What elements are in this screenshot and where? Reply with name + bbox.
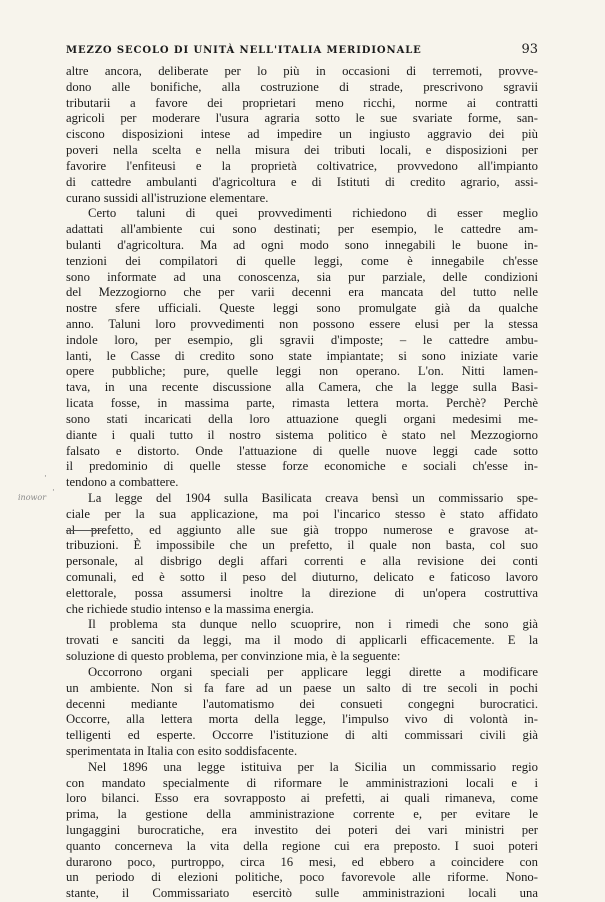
text-line: sono stati incaricati della loro attuazione quegli organi medesimi me- [66,411,538,426]
text-line: soluzione di questo problema, per convinzione mia, è la seguente: [66,649,401,664]
text-line: opere pubbliche; pure, quelle leggi non operano. L'on. Nitti lamen- [66,364,538,379]
running-title: MEZZO SECOLO DI UNITÀ NELL'ITALIA MERIDIONALE [66,45,422,56]
text-line: sperimentata in Italia con esito soddisfacente. [66,743,298,758]
text-line: Occorrono organi speciali per applicare leggi dirette a modificare [88,664,538,679]
text-line: tenzioni dei compilatori di quelle leggi, come è innegabile ch'esse [66,253,538,268]
text-line: ciscono disposizioni intese ad impedire un ingiusto aggravio dei più [66,127,538,142]
text-line: stante, il Commissariato esercitò sulle amministrazioni locali una [66,886,538,901]
text-line: falsato e distorto. Onde l'attuazione di quelle nuove leggi cade sotto [66,443,538,458]
text-line: dono alle bonifiche, alla costruzione di strade, prescrivono sgravii [66,79,538,94]
text-line: diante i quali tutto il nostro sistema politico è stato nel Mezzogiorno [66,427,538,442]
text-line: lanti, le Casse di credito sono state impiantate; si sono iniziate varie [66,348,538,363]
text-line: agricoli per moderare l'usura agraria sotto le sue svariate forme, san- [66,111,538,126]
text-line: adattati all'ambiente cui sono destinati; per esempio, le cattedre am- [66,222,538,237]
text-line: al prefetto, ed aggiunto alle sue già troppo numerose e gravose at- [66,522,538,537]
text-line: di cattedre ambulanti d'agricoltura e di Istituti di credito agrario, assi- [66,174,538,189]
text-line: comunali, ed è sotto il peso del diuturno, delicato e faticoso lavoro [66,570,538,584]
pencil-mark: · [52,486,55,496]
text-line: trovati e sanciti da leggi, ma il modo di applicarli efficacemente. E la [66,633,538,648]
text-line: altre ancora, deliberate per lo più in occasioni di terremoti, provve- [66,64,538,78]
text-line: curano sussidi all'istruzione elementare. [66,190,269,205]
text-line: che richiede studio intenso e la massima energia. [66,601,314,616]
text-line: quanto concerneva la vita della regione cui era preposto. I suoi poteri [66,838,538,853]
margin-annotation: inowor [18,493,47,502]
text-line: sono informate ad una conoscenza, sia pur parziale, delle condizioni [66,269,538,284]
text-line: indole loro, per esempio, gli sgravii d'imposte; – le cattedre ambu- [66,332,538,347]
text-line: Certo taluni di quei provvedimenti richiedono di esser meglio [88,206,538,221]
text-line: tava, in una recente discussione alla Camera, che la legge sulla Basi- [66,380,538,395]
text-line: personale, al disbrigo degli affari correnti e alla revisione dei conti [66,554,538,569]
text-line: tendono a combattere. [66,475,179,490]
pencil-mark: · [44,472,47,482]
text-line: loro bilanci. Esso era sovrapposto ai prefetti, ai quali rimaneva, come [66,791,538,806]
text-line: del Mezzogiorno che per varii decenni era mancata del tutto nelle [66,285,538,300]
text-line: prima, la gestione della amministrazione corrente e, per evitare le [66,807,538,822]
text-line: nostre sfere ufficiali. Queste leggi sono promulgate già da qualche [66,301,538,316]
text-line: bulanti d'agricoltura. Ma ad ogni modo sono innegabili le buone in- [66,237,538,252]
text-line: un periodo di elezioni politiche, poco favorevole alle riforme. Nono- [66,870,538,885]
text-line: Il problema sta dunque nello scuoprire, non i rimedi che sono già [88,617,538,632]
text-line: con mandato specialmente di riformare le amministrazioni locali e i [66,775,538,790]
body-text [66,64,538,902]
text-line: tributarii a favore dei proprietari meno ricchi, norme ai contratti [66,95,538,110]
page-number: 93 [521,42,538,57]
text-line: lungaggini burocratiche, era investito dei poteri dei vari ministri per [66,823,538,837]
page-header [66,42,538,57]
text-line: favorire l'enfiteusi e la proprietà coltivatrice, provvedono all'impianto [66,158,538,173]
text-line: tribuzioni. È impossibile che un prefetto, il quale non basta, col suo [66,538,538,553]
text-line: ciale per la sua applicazione, ma poi l'incarico stesso è stato affidato [66,506,538,521]
text-line: telligenti ed esperte. Occorre l'istituzione di alti commissari civili già [66,728,538,743]
text-line: Nel 1896 una legge istituiva per la Sicilia un commissario regio [88,759,538,774]
text-line: durarono poco, purtroppo, circa 16 mesi, ed ebbero a coincidere con [66,854,538,869]
text-line: licata fosse, in massima parte, rimasta lettera morta. Perchè? Perchè [66,396,538,411]
text-line: elettorale, possa assumersi inoltre la direzione di un'opera costruttiva [66,585,538,600]
text-line: anno. Taluni loro provvedimenti non possono essere elusi per la stessa [66,317,538,331]
text-line: La legge del 1904 sulla Basilicata creava bensì un commissario spe- [88,490,538,505]
pencil-underline [66,530,106,531]
text-line: un ambiente. Non si fa fare ad un paese un salto di tre secoli in pochi [66,680,538,695]
text-line: il predominio di quelle stesse forze economiche e sociali ch'esse in- [66,459,538,474]
text-line: decenni mediante l'automatismo dei consueti congegni burocratici. [66,696,538,711]
text-line: poveri nella scelta e nella misura dei tributi locali, e disposizioni per [66,143,538,158]
text-line: Occorre, alla lettera morta della legge, l'impulso vivo di volontà in- [66,712,538,727]
